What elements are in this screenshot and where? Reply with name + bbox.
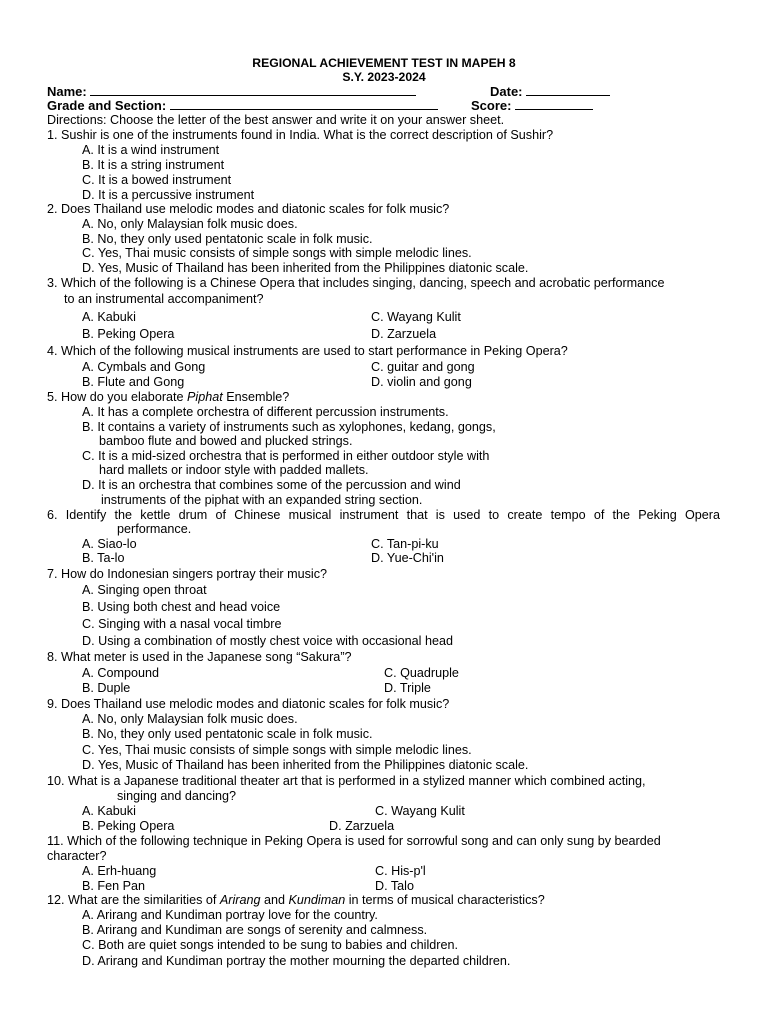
- q12-option-a: A. Arirang and Kundiman portray love for the country.: [82, 908, 378, 922]
- question-5-stem: [47, 390, 289, 405]
- q12-stem-mid: and: [260, 893, 289, 907]
- q8-option-d: D. Triple: [384, 681, 431, 695]
- q12-stem-em1: Arirang: [219, 893, 261, 907]
- q4-option-b: B. Flute and Gong: [82, 375, 185, 389]
- q2-option-a: A. No, only Malaysian folk music does.: [82, 217, 298, 231]
- question-1-stem: 1. Sushir is one of the instruments found in India. What is the correct description of Sushir?: [47, 128, 554, 142]
- q3-option-a: A. Kabuki: [82, 310, 136, 324]
- question-4-stem: 4. Which of the following musical instruments are used to start performance in Peking Opera?: [47, 344, 568, 358]
- q5-option-d: D. It is an orchestra that combines some of the percussion and wind: [82, 478, 461, 492]
- question-7-stem: 7. How do Indonesian singers portray their music?: [47, 567, 328, 581]
- q2-option-b: B. No, they only used pentatonic scale in folk music.: [82, 232, 373, 246]
- grade-row: Grade and Section:: [47, 98, 438, 113]
- q12-option-d: D. Arirang and Kundiman portray the mother mourning the departed children.: [82, 954, 511, 968]
- q6-option-b: B. Ta-lo: [82, 551, 125, 565]
- q2-option-c: C. Yes, Thai music consists of simple songs with simple melodic lines.: [82, 246, 472, 260]
- question-8-stem: 8. What meter is used in the Japanese song “Sakura”?: [47, 650, 352, 664]
- q4-option-d: D. violin and gong: [371, 375, 472, 389]
- q10-option-c: C. Wayang Kulit: [375, 804, 465, 818]
- question-2-stem: 2. Does Thailand use melodic modes and diatonic scales for folk music?: [47, 202, 450, 216]
- q8-option-b: B. Duple: [82, 681, 131, 695]
- score-row: [471, 98, 593, 113]
- q4-option-c: C. guitar and gong: [371, 360, 475, 374]
- q1-option-c: C. It is a bowed instrument: [82, 173, 232, 187]
- q6-option-c: C. Tan-pi-ku: [371, 537, 439, 551]
- q9-option-d: D. Yes, Music of Thailand has been inherited from the Philippines diatonic scale.: [82, 758, 529, 772]
- grade-blank: [170, 98, 438, 110]
- q4-option-a: A. Cymbals and Gong: [82, 360, 206, 374]
- q5-stem-em: Piphat: [187, 390, 223, 404]
- date-row: [490, 84, 610, 99]
- q5-stem-pre: 5. How do you elaborate: [47, 390, 188, 404]
- q5-option-b-cont: bamboo flute and bowed and plucked strings.: [99, 434, 353, 448]
- q8-option-a: A. Compound: [82, 666, 160, 680]
- question-11-stem: 11. Which of the following technique in Peking Opera is used for sorrowful song and can only sung by bearded: [47, 834, 661, 848]
- q12-stem-post: in terms of musical characteristics?: [345, 893, 545, 907]
- q6-option-d: D. Yue-Chi'in: [371, 551, 444, 565]
- q11-option-a: A. Erh-huang: [82, 864, 157, 878]
- q11-option-d: D. Talo: [375, 879, 414, 893]
- school-year: S.Y. 2023-2024: [342, 70, 426, 84]
- date-blank: [526, 84, 610, 96]
- score-label: Score:: [471, 98, 512, 113]
- question-6-stem-cont: performance.: [117, 522, 192, 536]
- q5-stem-post: Ensemble?: [222, 390, 290, 404]
- q2-option-d: D. Yes, Music of Thailand has been inherited from the Philippines diatonic scale.: [82, 261, 529, 275]
- q3-option-d: D. Zarzuela: [371, 327, 437, 341]
- question-6-stem: 6. Identify the kettle drum of Chinese musical instrument that is used to create tempo of the Peking Opera: [47, 508, 720, 522]
- q12-stem-pre: 12. What are the similarities of: [47, 893, 220, 907]
- question-10-stem-cont: singing and dancing?: [117, 789, 237, 803]
- question-12-stem: [47, 893, 545, 908]
- q8-option-c: C. Quadruple: [384, 666, 459, 680]
- q12-option-c: C. Both are quiet songs intended to be sung to babies and children.: [82, 938, 458, 952]
- q9-option-c: C. Yes, Thai music consists of simple songs with simple melodic lines.: [82, 743, 472, 757]
- question-10-stem: 10. What is a Japanese traditional theater art that is performed in a stylized manner which combined acting,: [47, 774, 646, 788]
- q1-option-a: A. It is a wind instrument: [82, 143, 220, 157]
- q11-option-c: C. His-p'l: [375, 864, 426, 878]
- grade-label: Grade and Section: [47, 98, 162, 113]
- exam-title: REGIONAL ACHIEVEMENT TEST IN MAPEH 8: [252, 56, 516, 70]
- question-9-stem: 9. Does Thailand use melodic modes and diatonic scales for folk music?: [47, 697, 450, 711]
- q9-option-a: A. No, only Malaysian folk music does.: [82, 712, 298, 726]
- q5-option-d-cont: instruments of the piphat with an expanded string section.: [101, 493, 423, 507]
- q10-option-d: D. Zarzuela: [329, 819, 395, 833]
- q5-option-a: A. It has a complete orchestra of different percussion instruments.: [82, 405, 449, 419]
- q12-stem-em2: Kundiman: [288, 893, 346, 907]
- name-row: Name:: [47, 84, 416, 99]
- q5-option-c: C. It is a mid-sized orchestra that is performed in either outdoor style with: [82, 449, 490, 463]
- directions: Directions: Choose the letter of the best answer and write it on your answer sheet.: [47, 113, 505, 127]
- q6-option-a: A. Siao-lo: [82, 537, 137, 551]
- name-label: Name: [47, 84, 83, 99]
- q9-option-b: B. No, they only used pentatonic scale in folk music.: [82, 727, 373, 741]
- q7-option-d: D. Using a combination of mostly chest voice with occasional head: [82, 634, 453, 648]
- score-blank: [515, 98, 593, 110]
- name-blank: [90, 84, 416, 96]
- q5-option-c-cont: hard mallets or indoor style with padded mallets.: [99, 463, 369, 477]
- q11-option-b: B. Fen Pan: [82, 879, 146, 893]
- q5-option-b: B. It contains a variety of instruments such as xylophones, kedang, gongs,: [82, 420, 496, 434]
- question-3-stem-cont: to an instrumental accompaniment?: [64, 292, 264, 306]
- q7-option-c: C. Singing with a nasal vocal timbre: [82, 617, 282, 631]
- q3-option-b: B. Peking Opera: [82, 327, 175, 341]
- q12-option-b: B. Arirang and Kundiman are songs of serenity and calmness.: [82, 923, 428, 937]
- q1-option-b: B. It is a string instrument: [82, 158, 225, 172]
- q7-option-a: A. Singing open throat: [82, 583, 207, 597]
- q1-option-d: D. It is a percussive instrument: [82, 188, 255, 202]
- q10-option-a: A. Kabuki: [82, 804, 136, 818]
- q10-option-b: B. Peking Opera: [82, 819, 175, 833]
- q3-option-c: C. Wayang Kulit: [371, 310, 461, 324]
- q7-option-b: B. Using both chest and head voice: [82, 600, 281, 614]
- question-3-stem: 3. Which of the following is a Chinese Opera that includes singing, dancing, speech and acrobatic performance: [47, 276, 665, 290]
- date-label: Date:: [490, 84, 523, 99]
- question-11-stem-cont: character?: [47, 849, 107, 863]
